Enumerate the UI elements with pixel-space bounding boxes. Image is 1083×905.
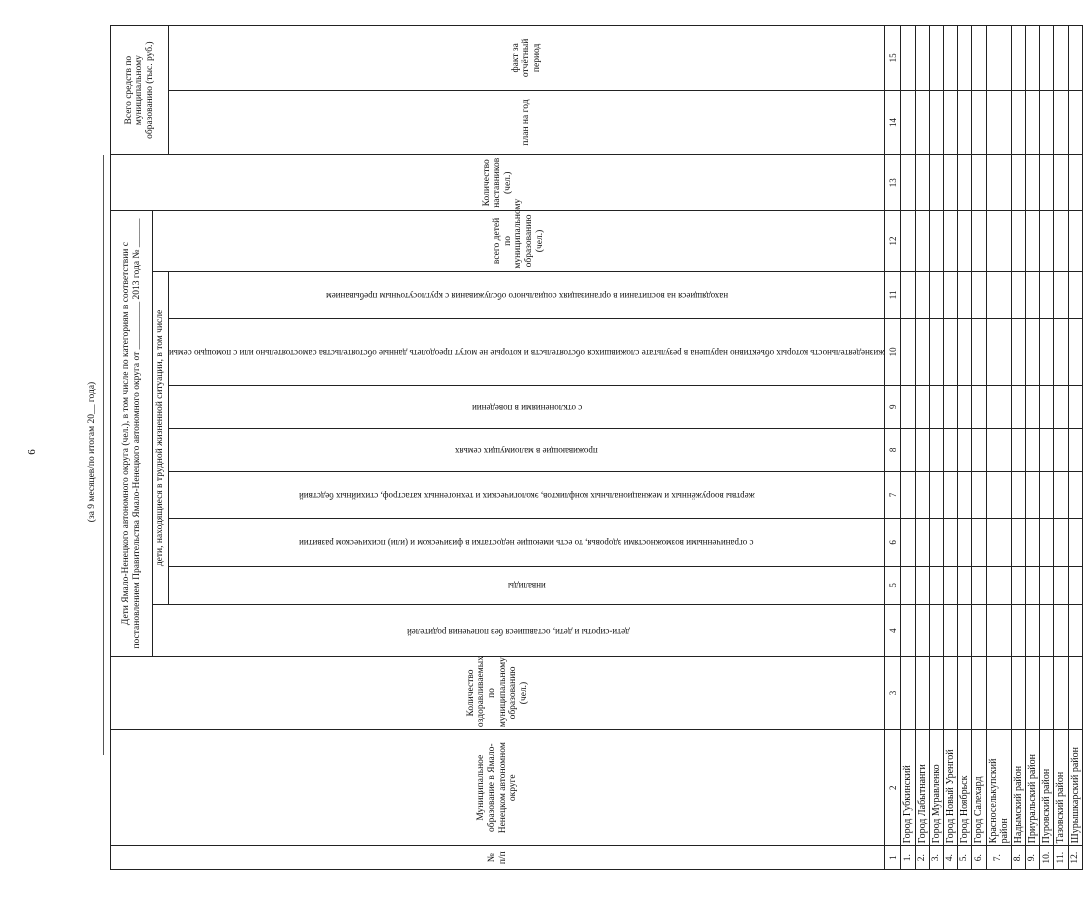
row-municipality[interactable]: Город Ноябрьск: [958, 730, 972, 846]
data-cell[interactable]: [1040, 211, 1054, 271]
col-header-escorts: Количество наставников (чел.): [111, 155, 885, 211]
data-cell[interactable]: [1040, 319, 1054, 386]
data-cell[interactable]: [972, 471, 986, 518]
data-cell[interactable]: [1011, 211, 1025, 271]
data-cell[interactable]: [1054, 566, 1068, 605]
column-number: 8: [885, 428, 901, 471]
data-cell[interactable]: [972, 211, 986, 271]
data-cell[interactable]: [1011, 519, 1025, 566]
col-header-fact: факт за отчётный период: [169, 26, 885, 91]
col-header-circumstances: жизнедеятельность которых объективно нарушена в результате сложившихся обстоятельств и которые не могут преодолеть данные обстоятельства самостоятельно или с помощью семьи: [169, 319, 885, 386]
data-cell[interactable]: [1011, 605, 1025, 657]
row-number: 5.: [958, 846, 972, 870]
data-cell[interactable]: [901, 605, 915, 657]
row-number: 8.: [1011, 846, 1025, 870]
col-header-plan: план на год: [169, 90, 885, 155]
data-cell[interactable]: [1040, 471, 1054, 518]
column-number: 4: [885, 605, 901, 657]
data-cell[interactable]: [972, 566, 986, 605]
data-cell[interactable]: [915, 90, 929, 155]
col-header-no: № п/п: [111, 846, 885, 870]
data-cell[interactable]: [972, 385, 986, 428]
data-cell[interactable]: [929, 271, 943, 318]
data-cell[interactable]: [901, 471, 915, 518]
data-cell[interactable]: [901, 155, 915, 211]
row-municipality[interactable]: Тазовский район: [1054, 730, 1068, 846]
data-cell[interactable]: [1054, 155, 1068, 211]
row-municipality[interactable]: Шурышкарский район: [1068, 730, 1082, 846]
data-cell[interactable]: [915, 566, 929, 605]
data-cell[interactable]: [915, 428, 929, 471]
row-number: 12.: [1068, 846, 1082, 870]
data-cell[interactable]: [972, 26, 986, 91]
data-cell[interactable]: [1054, 519, 1068, 566]
data-cell[interactable]: [1040, 385, 1054, 428]
col-header-lowincome: проживающие в малоимущих семьях: [169, 428, 885, 471]
data-cell[interactable]: [1011, 155, 1025, 211]
data-cell[interactable]: [972, 90, 986, 155]
col-header-funds-group: Всего средств по муниципальному образованию (тыс. руб.): [111, 26, 169, 155]
data-cell[interactable]: [929, 566, 943, 605]
data-cell[interactable]: [958, 471, 972, 518]
rotated-table-container: [110, 25, 1081, 870]
data-cell[interactable]: [972, 271, 986, 318]
data-cell[interactable]: [915, 211, 929, 271]
row-number: 7.: [986, 846, 1011, 870]
data-cell[interactable]: [972, 319, 986, 386]
data-cell[interactable]: [1068, 566, 1082, 605]
data-cell[interactable]: [958, 385, 972, 428]
data-cell[interactable]: [972, 656, 986, 729]
data-cell[interactable]: [1068, 385, 1082, 428]
data-cell[interactable]: [1026, 319, 1040, 386]
data-cell[interactable]: [1011, 26, 1025, 91]
data-cell[interactable]: [1068, 90, 1082, 155]
column-number: 3: [885, 656, 901, 729]
data-cell[interactable]: [958, 656, 972, 729]
table-row: [958, 26, 972, 870]
data-cell[interactable]: [958, 519, 972, 566]
row-number: 1.: [901, 846, 915, 870]
data-cell[interactable]: [972, 155, 986, 211]
row-municipality[interactable]: Город Новый Уренгой: [943, 730, 957, 846]
data-cell[interactable]: [958, 319, 972, 386]
data-cell[interactable]: [929, 471, 943, 518]
data-cell[interactable]: [943, 155, 957, 211]
data-cell[interactable]: [986, 566, 1011, 605]
row-municipality[interactable]: Пуровский район: [1040, 730, 1054, 846]
data-cell[interactable]: [1011, 90, 1025, 155]
header-rule: [103, 155, 104, 755]
data-cell[interactable]: [1011, 471, 1025, 518]
table-row: [972, 26, 986, 870]
data-cell[interactable]: [1054, 319, 1068, 386]
data-cell[interactable]: [1040, 605, 1054, 657]
col-header-count: Количество оздоравливаемых по муниципальному образованию (чел.): [111, 656, 885, 729]
row-number: 9.: [1026, 846, 1040, 870]
data-cell[interactable]: [943, 271, 957, 318]
col-header-social-org: находящиеся на воспитании в организациях социального обслуживания с круглосуточным пребыванием: [169, 271, 885, 318]
data-cell[interactable]: [901, 319, 915, 386]
column-number: 6: [885, 519, 901, 566]
data-cell[interactable]: [958, 566, 972, 605]
table-row: [929, 26, 943, 870]
data-cell[interactable]: [972, 428, 986, 471]
data-cell[interactable]: [929, 385, 943, 428]
data-cell[interactable]: [901, 26, 915, 91]
col-header-deviant: с отклонениями в поведении: [169, 385, 885, 428]
row-municipality[interactable]: Надымский район: [1011, 730, 1025, 846]
data-cell[interactable]: [958, 90, 972, 155]
data-cell[interactable]: [972, 519, 986, 566]
data-cell[interactable]: [929, 656, 943, 729]
data-cell[interactable]: [943, 656, 957, 729]
row-municipality[interactable]: Приуральский район: [1026, 730, 1040, 846]
data-cell[interactable]: [1054, 471, 1068, 518]
data-cell[interactable]: [1068, 471, 1082, 518]
data-cell[interactable]: [901, 211, 915, 271]
data-cell[interactable]: [1068, 319, 1082, 386]
report-table: [110, 25, 1083, 870]
data-cell[interactable]: [1068, 155, 1082, 211]
data-cell[interactable]: [1068, 211, 1082, 271]
table-row: [901, 26, 915, 870]
row-number: 6.: [972, 846, 986, 870]
data-cell[interactable]: [986, 211, 1011, 271]
data-cell[interactable]: [1068, 519, 1082, 566]
data-cell[interactable]: [986, 319, 1011, 386]
data-cell[interactable]: [915, 385, 929, 428]
data-cell[interactable]: [929, 428, 943, 471]
table-row: [1040, 26, 1054, 870]
data-cell[interactable]: [929, 319, 943, 386]
page-number: 6: [26, 449, 38, 455]
data-cell[interactable]: [958, 271, 972, 318]
col-header-limited: с ограниченными возможностями здоровья, то есть имеющие недостатки в физическом и (или) психическом развитии: [169, 519, 885, 566]
data-cell[interactable]: [929, 519, 943, 566]
data-cell[interactable]: [1040, 566, 1054, 605]
data-cell[interactable]: [1068, 428, 1082, 471]
data-cell[interactable]: [1026, 656, 1040, 729]
data-cell[interactable]: [943, 428, 957, 471]
data-cell[interactable]: [901, 519, 915, 566]
data-cell[interactable]: [943, 26, 957, 91]
data-cell[interactable]: [1026, 519, 1040, 566]
data-cell[interactable]: [1054, 26, 1068, 91]
data-cell[interactable]: [943, 385, 957, 428]
data-cell[interactable]: [1011, 385, 1025, 428]
row-number: 10.: [1040, 846, 1054, 870]
data-cell[interactable]: [1040, 656, 1054, 729]
table-row: [986, 26, 1011, 870]
data-cell[interactable]: [943, 519, 957, 566]
data-cell[interactable]: [1026, 471, 1040, 518]
data-cell[interactable]: [1011, 428, 1025, 471]
row-number: 4.: [943, 846, 957, 870]
data-cell[interactable]: [1054, 211, 1068, 271]
row-number: 11.: [1054, 846, 1068, 870]
data-cell[interactable]: [1011, 566, 1025, 605]
data-cell[interactable]: [986, 428, 1011, 471]
data-cell[interactable]: [915, 155, 929, 211]
data-cell[interactable]: [1026, 26, 1040, 91]
data-cell[interactable]: [1040, 519, 1054, 566]
data-cell[interactable]: [1026, 385, 1040, 428]
data-cell[interactable]: [915, 471, 929, 518]
data-cell[interactable]: [1068, 271, 1082, 318]
data-cell[interactable]: [972, 605, 986, 657]
table-row: [1026, 26, 1040, 870]
data-cell[interactable]: [1040, 90, 1054, 155]
row-number: 3.: [929, 846, 943, 870]
data-cell[interactable]: [901, 90, 915, 155]
data-cell[interactable]: [1011, 319, 1025, 386]
data-cell[interactable]: [1040, 428, 1054, 471]
column-number: 9: [885, 385, 901, 428]
column-number: 14: [885, 90, 901, 155]
col-header-victims: жертвы вооружённых и межнациональных конфликтов, экологических и техногенных катастроф, стихийных бедствий: [169, 471, 885, 518]
data-cell[interactable]: [929, 26, 943, 91]
data-cell[interactable]: [958, 428, 972, 471]
data-cell[interactable]: [915, 519, 929, 566]
data-cell[interactable]: [901, 428, 915, 471]
data-cell[interactable]: [943, 471, 957, 518]
data-cell[interactable]: [901, 271, 915, 318]
data-cell[interactable]: [1054, 428, 1068, 471]
col-header-disabled: инвалиды: [169, 566, 885, 605]
data-cell[interactable]: [1011, 271, 1025, 318]
data-cell[interactable]: [986, 471, 1011, 518]
row-municipality[interactable]: Город Губкинский: [901, 730, 915, 846]
data-cell[interactable]: [1054, 90, 1068, 155]
data-cell[interactable]: [929, 90, 943, 155]
data-cell[interactable]: [1026, 428, 1040, 471]
data-cell[interactable]: [1054, 385, 1068, 428]
data-cell[interactable]: [986, 271, 1011, 318]
data-cell[interactable]: [929, 155, 943, 211]
data-cell[interactable]: [915, 26, 929, 91]
col-header-municipality: Муниципальное образование в Ямало-Ненецком автономном округе: [111, 730, 885, 846]
column-number: 7: [885, 471, 901, 518]
col-header-children-group: Дети Ямало-Ненецкого автономного округа (чел.), в том числе по категориям в соответствии с постановлением Правительства Ямало-Ненецкого автономного округа от __________ 2013 года № ______: [111, 211, 153, 657]
data-cell[interactable]: [1026, 155, 1040, 211]
table-row: [1054, 26, 1068, 870]
data-cell[interactable]: [1011, 656, 1025, 729]
data-cell[interactable]: [1026, 605, 1040, 657]
data-cell[interactable]: [915, 271, 929, 318]
row-municipality[interactable]: Город Лабытнанги: [915, 730, 929, 846]
data-cell[interactable]: [901, 656, 915, 729]
data-cell[interactable]: [929, 211, 943, 271]
column-number: 12: [885, 211, 901, 271]
data-cell[interactable]: [986, 155, 1011, 211]
data-cell[interactable]: [1040, 271, 1054, 318]
column-number-row: [885, 26, 901, 870]
data-cell[interactable]: [1068, 26, 1082, 91]
column-number: 1: [885, 846, 901, 870]
data-cell[interactable]: [986, 90, 1011, 155]
col-header-total-children: всего детей по муниципальному образованию (чел.): [153, 211, 885, 271]
data-cell[interactable]: [943, 319, 957, 386]
data-cell[interactable]: [1026, 566, 1040, 605]
column-number: 13: [885, 155, 901, 211]
data-cell[interactable]: [986, 519, 1011, 566]
row-number: 2.: [915, 846, 929, 870]
row-municipality[interactable]: Красноселькупский район: [986, 730, 1011, 846]
data-cell[interactable]: [915, 319, 929, 386]
data-cell[interactable]: [943, 605, 957, 657]
table-body: [901, 26, 1082, 870]
data-cell[interactable]: [986, 385, 1011, 428]
data-cell[interactable]: [958, 155, 972, 211]
row-municipality[interactable]: Город Салехард: [972, 730, 986, 846]
data-cell[interactable]: [915, 656, 929, 729]
data-cell[interactable]: [915, 605, 929, 657]
table-row: [1011, 26, 1025, 870]
data-cell[interactable]: [943, 566, 957, 605]
data-cell[interactable]: [1040, 26, 1054, 91]
period-note: (за 9 месяцев/по итогам 20__ года): [87, 381, 97, 523]
col-header-difficult-group: дети, находящиеся в трудной жизненной ситуации, в том числе: [153, 271, 169, 605]
data-cell[interactable]: [1054, 605, 1068, 657]
data-cell[interactable]: [958, 605, 972, 657]
data-cell[interactable]: [943, 90, 957, 155]
column-number: 2: [885, 730, 901, 846]
row-municipality[interactable]: Город Муравленко: [929, 730, 943, 846]
data-cell[interactable]: [958, 211, 972, 271]
data-cell[interactable]: [1054, 271, 1068, 318]
data-cell[interactable]: [1068, 656, 1082, 729]
data-cell[interactable]: [986, 605, 1011, 657]
data-cell[interactable]: [929, 605, 943, 657]
data-cell[interactable]: [986, 656, 1011, 729]
column-number: 10: [885, 319, 901, 386]
data-cell[interactable]: [1040, 155, 1054, 211]
table-row: [1068, 26, 1082, 870]
table-row: [943, 26, 957, 870]
data-cell[interactable]: [958, 26, 972, 91]
column-number: 15: [885, 26, 901, 91]
data-cell[interactable]: [901, 566, 915, 605]
data-cell[interactable]: [1026, 271, 1040, 318]
data-cell[interactable]: [986, 26, 1011, 91]
table-row: [915, 26, 929, 870]
data-cell[interactable]: [1054, 656, 1068, 729]
data-cell[interactable]: [943, 211, 957, 271]
data-cell[interactable]: [1068, 605, 1082, 657]
data-cell[interactable]: [1026, 90, 1040, 155]
data-cell[interactable]: [1026, 211, 1040, 271]
col-header-orphans: дети-сироты и дети, оставшиеся без попечения родителей: [153, 605, 885, 657]
column-number: 5: [885, 566, 901, 605]
data-cell[interactable]: [901, 385, 915, 428]
column-number: 11: [885, 271, 901, 318]
